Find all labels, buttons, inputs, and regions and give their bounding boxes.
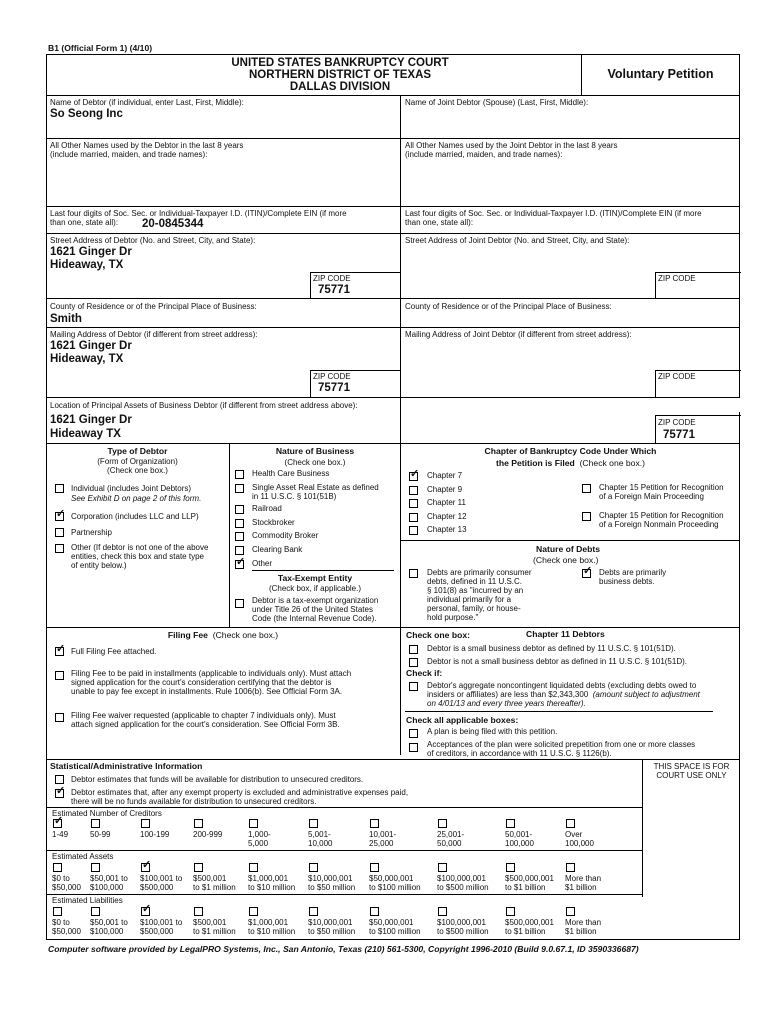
- creditors-option-10-label: Over: [565, 830, 583, 839]
- creditors-option-1-checkbox[interactable]: [53, 819, 62, 828]
- assets-option-4-label: $500,001: [193, 874, 227, 883]
- fee-waiver-checkbox[interactable]: [55, 713, 64, 722]
- zip-code[interactable]: 75771: [318, 284, 350, 296]
- zip-label: ZIP CODE: [313, 274, 351, 283]
- filing-fee-title: Filing Fee (Check one box.): [167, 630, 279, 640]
- joint-name-label: Name of Joint Debtor (Spouse) (Last, First, Middle):: [405, 98, 589, 107]
- joint-mailing-label: Mailing Address of Joint Debtor (if different from street address):: [405, 330, 632, 339]
- liabilities-option-3-checkbox[interactable]: [141, 907, 150, 916]
- creditors-option-6-checkbox[interactable]: [309, 819, 318, 828]
- creditors-option-8-label: 25,001-: [437, 830, 465, 839]
- partnership-checkbox[interactable]: [55, 528, 64, 537]
- clearing-bank-checkbox[interactable]: [235, 546, 244, 555]
- assets-option-7-label: to $100 million: [369, 883, 421, 892]
- joint-street-label: Street Address of Joint Debtor (No. and Street, City, and State):: [405, 236, 630, 245]
- creditors-option-9-label: 50,001-: [505, 830, 533, 839]
- assets-option-1-checkbox[interactable]: [53, 863, 62, 872]
- statistical-title: Statistical/Administrative Information: [50, 761, 203, 771]
- chapter-13-checkbox[interactable]: [409, 526, 418, 535]
- assets-option-7-label: $50,000,001: [369, 874, 414, 883]
- assets-option-3-label: $100,001 to: [140, 874, 183, 883]
- tax-exempt-checkbox[interactable]: [235, 599, 244, 608]
- assets-option-6-label: $10,000,001: [308, 874, 353, 883]
- health-care-checkbox[interactable]: [235, 470, 244, 479]
- other-names-label: All Other Names used by the Debtor in the last 8 years: [50, 141, 244, 150]
- joint-other-names-label: All Other Names used by the Joint Debtor in the last 8 years: [405, 141, 618, 150]
- assets-label: Estimated Assets: [52, 852, 114, 861]
- liabilities-option-6-checkbox[interactable]: [309, 907, 318, 916]
- street-line-2[interactable]: Hideaway, TX: [50, 259, 124, 271]
- assets-option-5-label: to $10 million: [248, 883, 296, 892]
- creditors-option-10-label: 100,000: [565, 839, 594, 848]
- other-entity-checkbox[interactable]: [55, 544, 64, 553]
- county[interactable]: Smith: [50, 313, 82, 325]
- petition-title: Voluntary Petition: [607, 67, 714, 81]
- creditors-option-2-checkbox[interactable]: [91, 819, 100, 828]
- check-all-label: Check all applicable boxes:: [406, 715, 519, 725]
- creditors-option-6-label: 10,000: [308, 839, 333, 848]
- assets-option-9-label: $500,000,001: [505, 874, 554, 883]
- chapter-12-checkbox[interactable]: [409, 513, 418, 522]
- creditors-option-3-checkbox[interactable]: [141, 819, 150, 828]
- assets-option-6-label: to $50 million: [308, 883, 356, 892]
- form-id: B1 (Official Form 1) (4/10): [48, 43, 153, 53]
- court-division: DALLAS DIVISION: [289, 81, 391, 93]
- assets-option-6-checkbox[interactable]: [309, 863, 318, 872]
- court-name: UNITED STATES BANKRUPTCY COURT: [231, 57, 449, 69]
- liabilities-option-3-label: $100,001 to: [140, 918, 183, 927]
- commodity-checkbox[interactable]: [235, 532, 244, 541]
- county-label: County of Residence or of the Principal Place of Business:: [50, 302, 257, 311]
- creditors-option-10-checkbox[interactable]: [566, 819, 575, 828]
- not-small-business-checkbox[interactable]: [409, 658, 418, 667]
- assets-option-8-checkbox[interactable]: [438, 863, 447, 872]
- full-fee-checkbox[interactable]: [55, 647, 64, 656]
- debtor-ein[interactable]: 20-0845344: [142, 218, 204, 230]
- creditors-option-4-label: 200-999: [193, 830, 223, 839]
- joint-ssn-label: Last four digits of Soc. Sec. or Individual-Taxpayer I.D. (ITIN)/Complete EIN (if more: [405, 209, 702, 218]
- liabilities-option-4-label: $500,001: [193, 918, 227, 927]
- assets-option-9-checkbox[interactable]: [506, 863, 515, 872]
- liabilities-option-7-label: $50,000,001: [369, 918, 414, 927]
- tax-exempt-title: Tax-Exempt Entity: [277, 573, 353, 583]
- creditors-label: Estimated Number of Creditors: [52, 809, 162, 818]
- business-debts-checkbox[interactable]: [582, 569, 591, 578]
- aggregate-debts-checkbox[interactable]: [409, 682, 418, 691]
- assets-option-2-label: $100,000: [90, 883, 124, 892]
- creditors-option-2-label: 50-99: [90, 830, 111, 839]
- corporation-checkbox[interactable]: [55, 512, 64, 521]
- court-district: NORTHERN DISTRICT OF TEXAS: [248, 69, 432, 81]
- liabilities-label: Estimated Liabilities: [52, 896, 123, 905]
- creditors-option-5-label: 5,000: [248, 839, 269, 848]
- chapter-11-title: Chapter 11 Debtors: [526, 629, 605, 639]
- creditors-option-4-checkbox[interactable]: [194, 819, 203, 828]
- chapter-15-nonmain-checkbox[interactable]: [582, 512, 591, 521]
- other-business-checkbox[interactable]: [235, 560, 244, 569]
- joint-zip-label: ZIP CODE: [658, 274, 696, 283]
- liabilities-option-5-checkbox[interactable]: [249, 907, 258, 916]
- creditors-option-8-label: 50,000: [437, 839, 462, 848]
- street-label: Street Address of Debtor (No. and Street, City, and State):: [50, 236, 256, 245]
- assets-option-10-label: $1 billion: [565, 883, 597, 892]
- liabilities-option-5-label: to $10 million: [248, 927, 296, 936]
- liabilities-option-9-label: $500,000,001: [505, 918, 554, 927]
- creditors-option-9-checkbox[interactable]: [506, 819, 515, 828]
- assets-option-2-checkbox[interactable]: [91, 863, 100, 872]
- plan-filed-checkbox[interactable]: [409, 729, 418, 738]
- check-one-label: Check one box:: [406, 630, 470, 640]
- liabilities-option-9-checkbox[interactable]: [506, 907, 515, 916]
- creditors-option-7-label: 10,001-: [369, 830, 397, 839]
- mailing-zip-label: ZIP CODE: [313, 372, 351, 381]
- liabilities-option-2-label: $100,000: [90, 927, 124, 936]
- liabilities-option-2-label: $50,001 to: [90, 918, 128, 927]
- liabilities-option-8-label: $100,000,001: [437, 918, 486, 927]
- liabilities-option-1-label: $0 to: [52, 918, 70, 927]
- chapter-7-checkbox[interactable]: [409, 472, 418, 481]
- liabilities-option-8-label: to $500 million: [437, 927, 489, 936]
- liabilities-option-4-checkbox[interactable]: [194, 907, 203, 916]
- consumer-debts-checkbox[interactable]: [409, 569, 418, 578]
- assets-option-4-checkbox[interactable]: [194, 863, 203, 872]
- railroad-checkbox[interactable]: [235, 505, 244, 514]
- creditors-option-9-label: 100,000: [505, 839, 534, 848]
- assets-option-2-label: $50,001 to: [90, 874, 128, 883]
- individual-checkbox[interactable]: [55, 484, 64, 493]
- liabilities-option-7-label: to $100 million: [369, 927, 421, 936]
- type-of-debtor-title: Type of Debtor: [107, 446, 168, 456]
- creditors-option-5-checkbox[interactable]: [249, 819, 258, 828]
- liabilities-option-8-checkbox[interactable]: [438, 907, 447, 916]
- chapter-11-checkbox[interactable]: [409, 499, 418, 508]
- liabilities-option-10-label: $1 billion: [565, 927, 597, 936]
- assets-option-4-label: to $1 million: [193, 883, 236, 892]
- liabilities-option-6-label: $10,000,001: [308, 918, 353, 927]
- assets-option-5-label: $1,000,001: [248, 874, 289, 883]
- assets-option-8-label: to $500 million: [437, 883, 489, 892]
- chapter-15-main-checkbox[interactable]: [582, 484, 591, 493]
- location-label: Location of Principal Assets of Business Debtor (if different from street address above):: [50, 401, 358, 410]
- location-line-1[interactable]: 1621 Ginger Dr: [50, 414, 132, 426]
- assets-option-3-label: $500,000: [140, 883, 174, 892]
- assets-option-10-checkbox[interactable]: [566, 863, 575, 872]
- liabilities-option-9-label: to $1 billion: [505, 927, 546, 936]
- assets-option-7-checkbox[interactable]: [370, 863, 379, 872]
- small-business-checkbox[interactable]: [409, 645, 418, 654]
- creditors-option-3-label: 100-199: [140, 830, 170, 839]
- stockbroker-checkbox[interactable]: [235, 519, 244, 528]
- court-use-label: THIS SPACE IS FOR: [653, 762, 730, 771]
- assets-option-1-label: $50,000: [52, 883, 81, 892]
- creditors-option-6-label: 5,001-: [308, 830, 331, 839]
- mailing-zip[interactable]: 75771: [318, 382, 350, 394]
- liabilities-option-7-checkbox[interactable]: [370, 907, 379, 916]
- debtor-name-label: Name of Debtor (if individual, enter Last, First, Middle):: [50, 98, 244, 107]
- liabilities-option-1-label: $50,000: [52, 927, 81, 936]
- location-zip-label: ZIP CODE: [658, 418, 696, 427]
- location-zip[interactable]: 75771: [663, 429, 695, 441]
- ssn-label: Last four digits of Soc. Sec. or Individual-Taxpayer I.D. (ITIN)/Complete EIN (if more: [50, 209, 347, 218]
- joint-county-label: County of Residence or of the Principal Place of Business:: [405, 302, 612, 311]
- chapter-title: Chapter of Bankruptcy Code Under Which: [484, 446, 657, 456]
- liabilities-option-6-label: to $50 million: [308, 927, 356, 936]
- assets-option-5-checkbox[interactable]: [249, 863, 258, 872]
- liabilities-option-2-checkbox[interactable]: [91, 907, 100, 916]
- creditors-option-7-label: 25,000: [369, 839, 394, 848]
- assets-option-1-label: $0 to: [52, 874, 70, 883]
- nature-of-business-title: Nature of Business: [275, 446, 355, 456]
- liabilities-option-4-label: to $1 million: [193, 927, 236, 936]
- assets-option-10-label: More than: [565, 874, 602, 883]
- mailing-line-1[interactable]: 1621 Ginger Dr: [50, 340, 132, 352]
- liabilities-option-10-checkbox[interactable]: [566, 907, 575, 916]
- no-funds-checkbox[interactable]: [55, 789, 64, 798]
- acceptances-checkbox[interactable]: [409, 743, 418, 752]
- liabilities-option-1-checkbox[interactable]: [53, 907, 62, 916]
- location-line-2[interactable]: Hideaway TX: [50, 428, 121, 440]
- liabilities-option-5-label: $1,000,001: [248, 918, 289, 927]
- assets-option-3-checkbox[interactable]: [141, 863, 150, 872]
- creditors-option-5-label: 1,000-: [248, 830, 271, 839]
- installments-checkbox[interactable]: [55, 671, 64, 680]
- liabilities-option-3-label: $500,000: [140, 927, 174, 936]
- creditors-option-7-checkbox[interactable]: [370, 819, 379, 828]
- mailing-line-2[interactable]: Hideaway, TX: [50, 353, 124, 365]
- mailing-label: Mailing Address of Debtor (if different from street address):: [50, 330, 258, 339]
- assets-option-9-label: to $1 billion: [505, 883, 546, 892]
- creditors-option-8-checkbox[interactable]: [438, 819, 447, 828]
- single-asset-checkbox[interactable]: [235, 484, 244, 493]
- joint-mailing-zip-label: ZIP CODE: [658, 372, 696, 381]
- chapter-9-checkbox[interactable]: [409, 486, 418, 495]
- liabilities-option-10-label: More than: [565, 918, 602, 927]
- funds-available-checkbox[interactable]: [55, 775, 64, 784]
- debtor-name[interactable]: So Seong Inc: [50, 108, 123, 120]
- software-footer: Computer software provided by LegalPRO Systems, Inc., San Antonio, Texas (210) 561-5300, Copyright 1996-2010 (Build 9.0.67.1, ID 3590336687): [48, 944, 639, 954]
- nature-of-debts-title: Nature of Debts: [536, 544, 600, 554]
- assets-option-8-label: $100,000,001: [437, 874, 486, 883]
- creditors-option-1-label: 1-49: [52, 830, 69, 839]
- check-if-label: Check if:: [406, 668, 443, 678]
- street-line-1[interactable]: 1621 Ginger Dr: [50, 246, 132, 258]
